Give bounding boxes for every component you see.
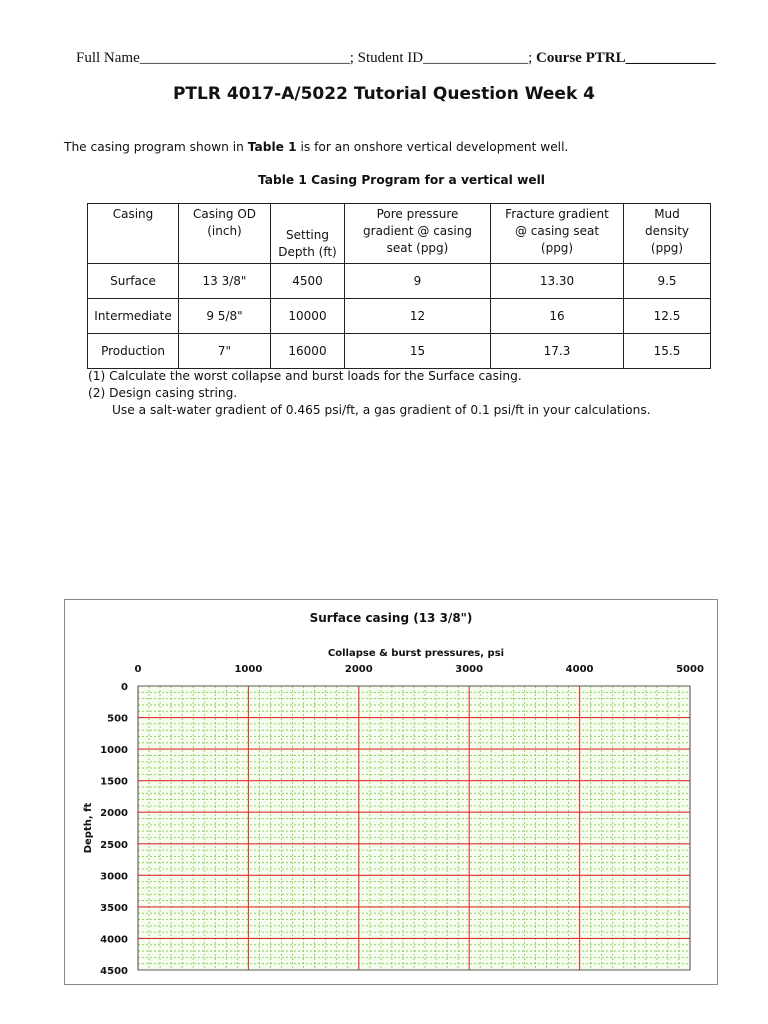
cell-fracture: 17.3 <box>491 334 624 369</box>
header-fracture-gradient: Fracture gradient @ casing seat (ppg) <box>491 204 624 264</box>
y-tick-label: 1500 <box>100 776 128 788</box>
table-row <box>88 299 711 334</box>
header-casing-od: Casing OD (inch) <box>179 204 271 264</box>
cell-depth: 16000 <box>271 334 345 369</box>
cell-mud: 9.5 <box>624 264 711 299</box>
y-tick-label: 1000 <box>100 745 128 757</box>
y-tick-label: 2000 <box>100 808 128 820</box>
casing-program-table <box>87 203 711 369</box>
cell-mud: 15.5 <box>624 334 711 369</box>
cell-casing: Surface <box>88 264 179 299</box>
x-tick-label: 4000 <box>565 664 594 675</box>
y-tick-label: 0 <box>121 682 128 693</box>
y-tick-label: 3500 <box>100 902 128 914</box>
y-tick-label: 4000 <box>100 934 128 946</box>
question-list <box>88 368 651 419</box>
intro-text: The casing program shown in Table 1 is for an onshore vertical development well. <box>64 140 569 154</box>
cell-od: 9 5/8" <box>179 299 271 334</box>
y-tick-label: 2500 <box>100 839 128 851</box>
cell-casing: Intermediate <box>88 299 179 334</box>
header-casing: Casing <box>88 204 179 264</box>
surface-casing-chart <box>64 599 718 985</box>
cell-pore: 9 <box>345 264 491 299</box>
x-tick-label: 5000 <box>676 664 704 675</box>
cell-mud: 12.5 <box>624 299 711 334</box>
cell-pore: 15 <box>345 334 491 369</box>
name-id-label: Full Name____________________________; Student ID______________; <box>76 50 533 66</box>
table-caption: Table 1 Casing Program for a vertical well <box>258 173 545 187</box>
cell-depth: 4500 <box>271 264 345 299</box>
question-note: Use a salt-water gradient of 0.465 psi/ft, a gas gradient of 0.1 psi/ft in your calculations. <box>112 403 651 417</box>
x-axis-label: Collapse & burst pressures, psi <box>327 648 505 659</box>
chart-title: Surface casing (13 3/8") <box>309 611 473 625</box>
chart-canvas <box>65 600 717 984</box>
student-info-line <box>76 50 746 67</box>
cell-depth: 10000 <box>271 299 345 334</box>
header-pore-pressure: Pore pressure gradient @ casing seat (ppg) <box>345 204 491 264</box>
table-row <box>88 334 711 369</box>
y-tick-label: 3000 <box>100 871 128 883</box>
y-axis-label: Depth, ft <box>83 802 94 854</box>
cell-fracture: 16 <box>491 299 624 334</box>
header-setting-depth: Setting Depth (ft) <box>271 204 345 264</box>
cell-fracture: 13.30 <box>491 264 624 299</box>
question-1: (1) Calculate the worst collapse and burst loads for the Surface casing. <box>88 369 522 383</box>
y-tick-label: 4500 <box>100 966 128 977</box>
course-label: Course PTRL____________ <box>536 50 716 66</box>
x-tick-label: 2000 <box>344 664 373 675</box>
page-title: PTLR 4017-A/5022 Tutorial Question Week 4 <box>172 84 596 104</box>
cell-od: 13 3/8" <box>179 264 271 299</box>
cell-pore: 12 <box>345 299 491 334</box>
header-mud-density: Mud density (ppg) <box>624 204 711 264</box>
question-2: (2) Design casing string. <box>88 386 238 400</box>
x-tick-label: 0 <box>134 664 142 675</box>
table-row <box>88 264 711 299</box>
table-header-row <box>88 204 711 264</box>
x-tick-label: 3000 <box>455 664 484 675</box>
cell-od: 7" <box>179 334 271 369</box>
cell-casing: Production <box>88 334 179 369</box>
y-tick-label: 500 <box>107 713 128 725</box>
x-tick-label: 1000 <box>234 664 263 675</box>
